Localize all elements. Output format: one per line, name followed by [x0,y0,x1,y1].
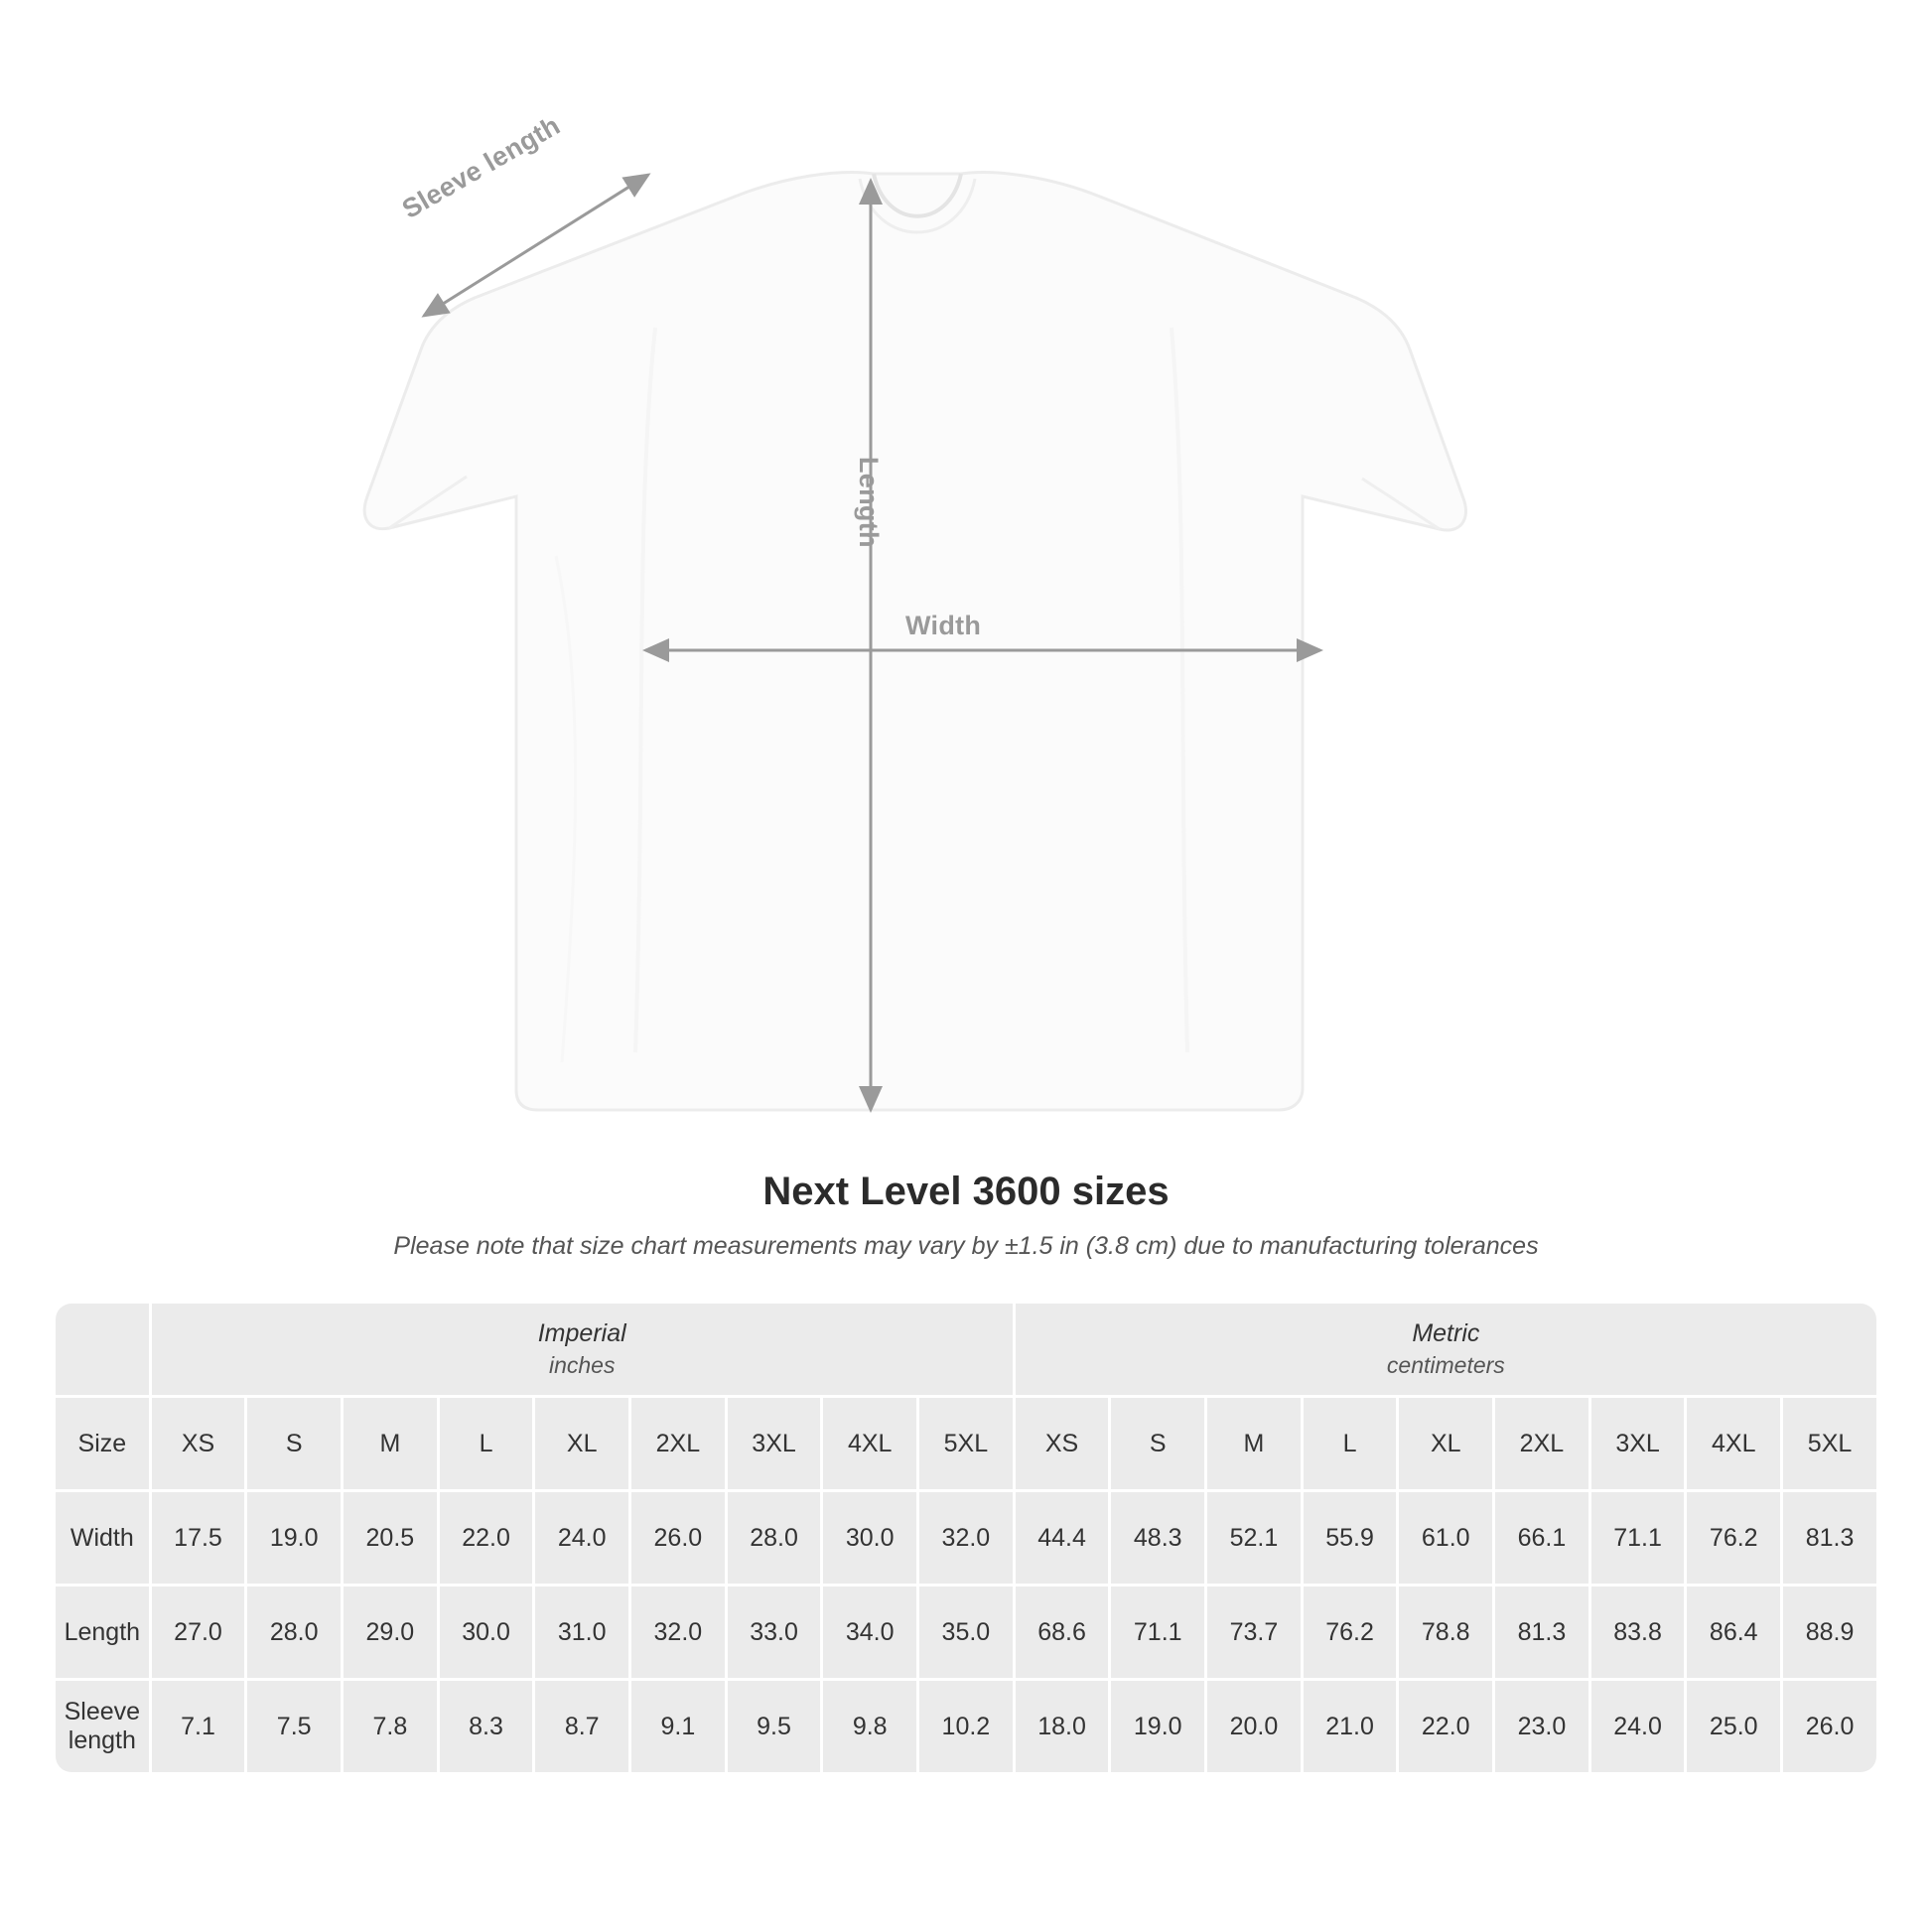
length-m-in: 29.0 [344,1587,437,1678]
sleeve-xl-cm: 22.0 [1399,1681,1492,1772]
page-title: Next Level 3600 sizes [762,1170,1170,1213]
unit-header-row [56,1304,1876,1395]
width-label: Width [905,611,982,640]
sleeve-5xl-in: 10.2 [919,1681,1013,1772]
width-m-cm: 52.1 [1207,1492,1301,1584]
sleeve-l-in: 8.3 [440,1681,533,1772]
size-header-cell: Size [56,1398,149,1489]
size-col-3xl-metric: 3XL [1591,1398,1685,1489]
length-4xl-cm: 86.4 [1687,1587,1780,1678]
size-col-xl-imperial: XL [535,1398,628,1489]
size-col-3xl-imperial: 3XL [728,1398,821,1489]
unit-header-imperial-sub: inches [548,1352,616,1379]
sleeve-s-in: 7.5 [247,1681,341,1772]
row-label-length: Length [56,1587,149,1678]
title-block [0,1170,1932,1261]
size-col-m-imperial: M [344,1398,437,1489]
width-xs-cm: 44.4 [1016,1492,1109,1584]
sleeve-3xl-cm: 24.0 [1591,1681,1685,1772]
size-col-4xl-metric: 4XL [1687,1398,1780,1489]
size-col-xs-metric: XS [1016,1398,1109,1489]
length-xl-in: 31.0 [535,1587,628,1678]
length-xs-in: 27.0 [152,1587,245,1678]
sleeve-4xl-in: 9.8 [823,1681,916,1772]
width-s-cm: 48.3 [1111,1492,1204,1584]
width-5xl-in: 32.0 [919,1492,1013,1584]
sleeve-length-label: Sleeve length [397,110,566,224]
length-xs-cm: 68.6 [1016,1587,1109,1678]
table-row-sleeve-length [56,1681,1876,1772]
width-2xl-in: 26.0 [631,1492,725,1584]
unit-header-metric-name: Metric [1412,1319,1480,1348]
width-l-in: 22.0 [440,1492,533,1584]
sleeve-s-cm: 19.0 [1111,1681,1204,1772]
size-chart-table [53,1301,1879,1775]
width-s-in: 19.0 [247,1492,341,1584]
size-col-l-imperial: L [440,1398,533,1489]
sleeve-m-in: 7.8 [344,1681,437,1772]
size-header-row [56,1398,1876,1489]
unit-header-spacer [56,1304,149,1395]
width-xs-in: 17.5 [152,1492,245,1584]
size-col-xl-metric: XL [1399,1398,1492,1489]
unit-header-metric [1016,1304,1876,1395]
sleeve-l-cm: 21.0 [1304,1681,1397,1772]
sleeve-3xl-in: 9.5 [728,1681,821,1772]
width-5xl-cm: 81.3 [1783,1492,1876,1584]
length-3xl-in: 33.0 [728,1587,821,1678]
sleeve-2xl-cm: 23.0 [1495,1681,1588,1772]
sleeve-5xl-cm: 26.0 [1783,1681,1876,1772]
width-4xl-cm: 76.2 [1687,1492,1780,1584]
size-col-m-metric: M [1207,1398,1301,1489]
size-table-wrap [53,1301,1879,1775]
row-label-width: Width [56,1492,149,1584]
sleeve-2xl-in: 9.1 [631,1681,725,1772]
unit-header-imperial [152,1304,1013,1395]
size-chart-body [56,1304,1876,1772]
length-l-in: 30.0 [440,1587,533,1678]
length-4xl-in: 34.0 [823,1587,916,1678]
width-xl-in: 24.0 [535,1492,628,1584]
size-col-2xl-imperial: 2XL [631,1398,725,1489]
table-row-width [56,1492,1876,1584]
size-col-l-metric: L [1304,1398,1397,1489]
length-5xl-cm: 88.9 [1783,1587,1876,1678]
width-2xl-cm: 66.1 [1495,1492,1588,1584]
size-col-s-imperial: S [247,1398,341,1489]
length-s-in: 28.0 [247,1587,341,1678]
size-col-5xl-imperial: 5XL [919,1398,1013,1489]
length-2xl-cm: 81.3 [1495,1587,1588,1678]
size-col-4xl-imperial: 4XL [823,1398,916,1489]
unit-header-imperial-name: Imperial [537,1319,626,1348]
sleeve-xs-in: 7.1 [152,1681,245,1772]
size-col-s-metric: S [1111,1398,1204,1489]
length-3xl-cm: 83.8 [1591,1587,1685,1678]
sleeve-4xl-cm: 25.0 [1687,1681,1780,1772]
tolerance-note: Please note that size chart measurements may vary by ±1.5 in (3.8 cm) due to manufacturing tolerances [393,1232,1539,1260]
length-l-cm: 76.2 [1304,1587,1397,1678]
length-s-cm: 71.1 [1111,1587,1204,1678]
sleeve-m-cm: 20.0 [1207,1681,1301,1772]
unit-header-metric-sub: centimeters [1386,1352,1505,1379]
length-xl-cm: 78.8 [1399,1587,1492,1678]
length-m-cm: 73.7 [1207,1587,1301,1678]
width-xl-cm: 61.0 [1399,1492,1492,1584]
width-3xl-in: 28.0 [728,1492,821,1584]
size-col-5xl-metric: 5XL [1783,1398,1876,1489]
size-col-2xl-metric: 2XL [1495,1398,1588,1489]
table-row-length [56,1587,1876,1678]
row-label-sleeve-length: Sleeve length [56,1681,149,1772]
sleeve-xl-in: 8.7 [535,1681,628,1772]
length-label: Length [854,457,884,548]
width-l-cm: 55.9 [1304,1492,1397,1584]
length-2xl-in: 32.0 [631,1587,725,1678]
length-5xl-in: 35.0 [919,1587,1013,1678]
width-m-in: 20.5 [344,1492,437,1584]
sleeve-xs-cm: 18.0 [1016,1681,1109,1772]
size-col-xs-imperial: XS [152,1398,245,1489]
width-4xl-in: 30.0 [823,1492,916,1584]
width-3xl-cm: 71.1 [1591,1492,1685,1584]
